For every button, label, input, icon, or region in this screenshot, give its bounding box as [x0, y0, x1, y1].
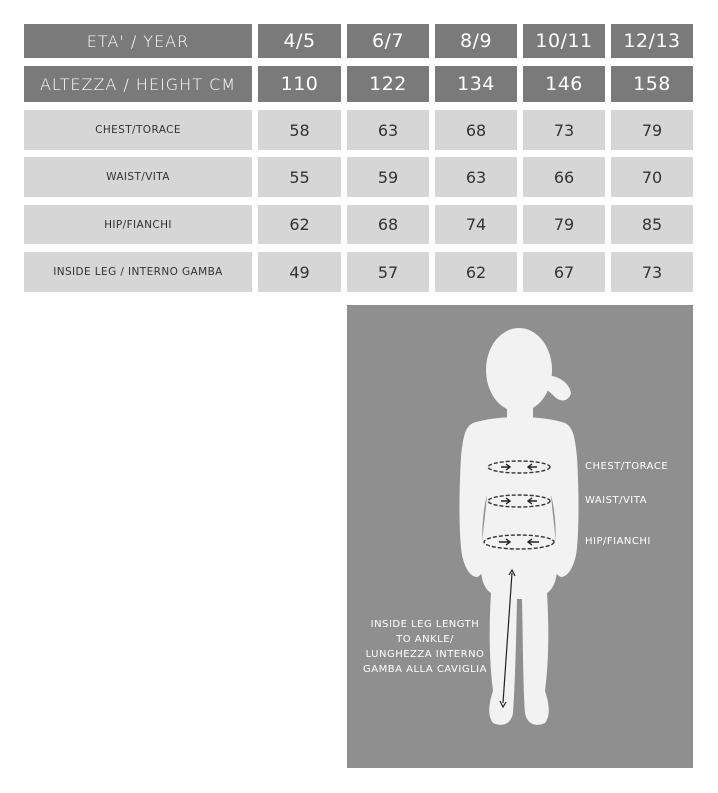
- table-cell: 73: [523, 110, 605, 150]
- table-cell: 66: [523, 157, 605, 197]
- table-cell: 58: [258, 110, 341, 150]
- diagram-chest-label: CHEST/TORACE: [585, 461, 669, 472]
- height-cell: 134: [435, 66, 517, 102]
- table-cell: 79: [523, 205, 605, 244]
- leg-label-line: LUNGHEZZA INTERNO: [365, 649, 485, 660]
- table-cell: 62: [258, 205, 341, 244]
- table-cell: 67: [523, 252, 605, 292]
- year-cell: 12/13: [611, 24, 693, 58]
- height-cell: 122: [347, 66, 429, 102]
- table-cell: 63: [347, 110, 429, 150]
- diagram-hip-label: HIP/FIANCHI: [585, 536, 651, 547]
- height-cell: 146: [523, 66, 605, 102]
- table-cell: 79: [611, 110, 693, 150]
- table-cell: 70: [611, 157, 693, 197]
- year-cell: 10/11: [523, 24, 605, 58]
- year-cell: 8/9: [435, 24, 517, 58]
- table-cell: 63: [435, 157, 517, 197]
- row-label-hip: HIP/FIANCHI: [24, 205, 252, 244]
- row-label-chest: CHEST/TORACE: [24, 110, 252, 150]
- year-header-label: ETA' / YEAR: [24, 24, 252, 58]
- table-cell: 68: [347, 205, 429, 244]
- row-label-inside-leg: INSIDE LEG / INTERNO GAMBA: [24, 252, 252, 292]
- table-cell: 74: [435, 205, 517, 244]
- height-cell: 110: [258, 66, 341, 102]
- diagram-inside-leg-label: [361, 617, 489, 677]
- table-cell: 57: [347, 252, 429, 292]
- leg-label-line: INSIDE LEG LENGTH: [370, 619, 480, 630]
- leg-label-line: TO ANKLE/: [396, 634, 454, 645]
- year-cell: 4/5: [258, 24, 341, 58]
- table-cell: 55: [258, 157, 341, 197]
- measurement-diagram: [347, 305, 693, 768]
- table-cell: 68: [435, 110, 517, 150]
- diagram-waist-label: WAIST/VITA: [585, 495, 647, 506]
- row-label-waist: WAIST/VITA: [24, 157, 252, 197]
- leg-label-line: GAMBA ALLA CAVIGLIA: [363, 664, 487, 675]
- table-cell: 59: [347, 157, 429, 197]
- height-header-label: ALTEZZA / HEIGHT CM: [24, 66, 252, 102]
- table-cell: 62: [435, 252, 517, 292]
- table-cell: 49: [258, 252, 341, 292]
- table-cell: 85: [611, 205, 693, 244]
- year-cell: 6/7: [347, 24, 429, 58]
- table-cell: 73: [611, 252, 693, 292]
- height-cell: 158: [611, 66, 693, 102]
